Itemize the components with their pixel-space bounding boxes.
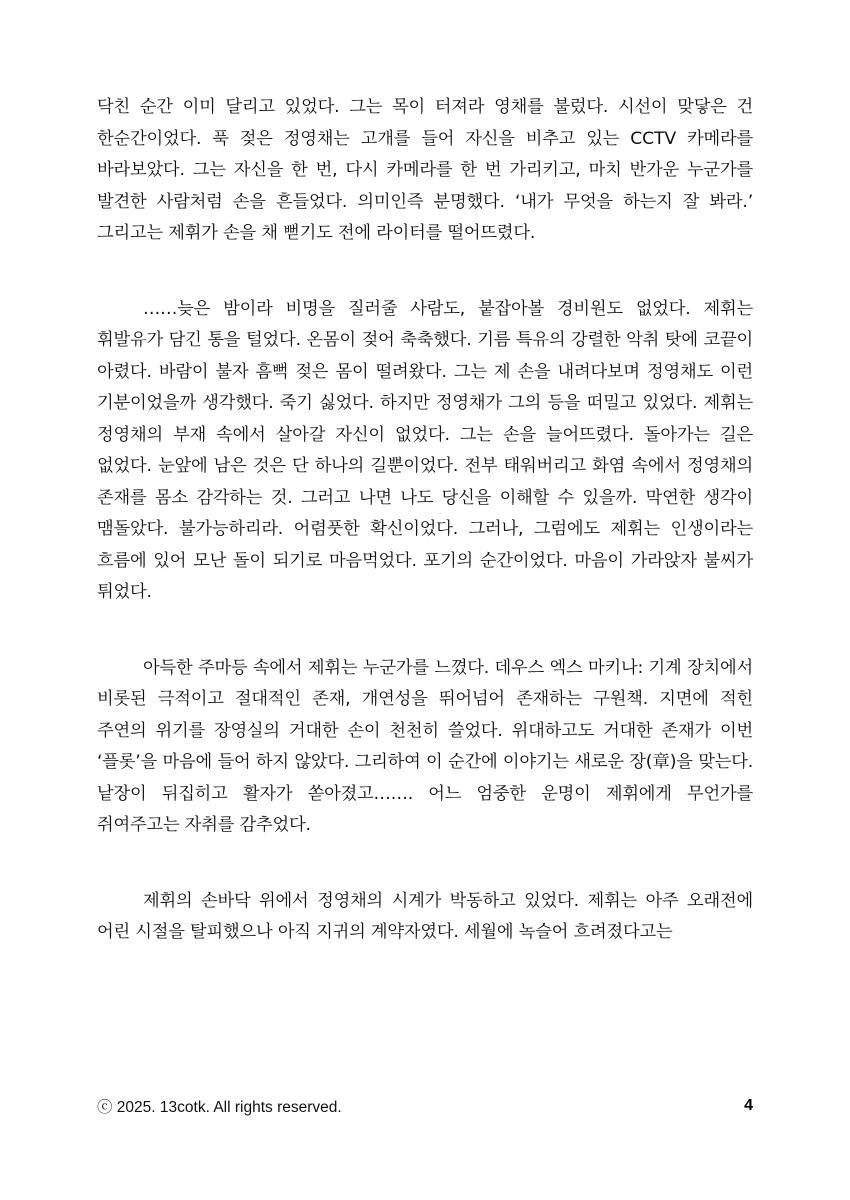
page-number: 4 (744, 1097, 753, 1114)
page-footer (97, 1094, 753, 1118)
copyright-notice: ⓒ 2025. 13cotk. All rights reserved. (97, 1099, 342, 1116)
paragraph-4: 제휘의 손바닥 위에서 정영채의 시계가 박동하고 있었다. 제휘는 아주 오래전에 어린 시절을 탈피했으나 아직 지귀의 계약자였다. 세월에 녹슬어 흐려졌다고는 (97, 890, 753, 942)
body-text (97, 92, 753, 949)
paragraph-3: 아득한 주마등 속에서 제휘는 누군가를 느꼈다. 데우스 엑스 마키나: 기계 장치에서 비롯된 극적이고 절대적인 존재, 개연성을 뛰어넘어 존재하는 구원책. 지면에 적힌 주연의 위기를 장영실의 거대한 손이 천천히 쓸었다. 위대하고도 거대한 존재가 이번 ‘플롯’을 마음에 들어 하지 않았다. 그리하여 이 순간에 이야기는 새로운 장(章)을 맞는다. 낱장이 뒤집히고 활자가 쏟아졌고……. 어느 엄중한 운명이 제휘에게 무언가를 쥐여주고는 자취를 감추었다. (97, 657, 753, 835)
paragraph-2: ……늦은 밤이라 비명을 질러줄 사람도, 붙잡아볼 경비원도 없었다. 제휘는 휘발유가 담긴 통을 털었다. 온몸이 젖어 축축했다. 기름 특유의 강렬한 악취 탓에 코끝이 아렸다. 바람이 불자 흠뻑 젖은 몸이 떨려왔다. 그는 제 손을 내려다보며 정영채도 이런 기분이었을까 생각했다. 죽기 싫었다. 하지만 정영채가 그의 등을 떠밀고 있었다. 제휘는 정영채의 부재 속에서 살아갈 자신이 없었다. 그는 손을 늘어뜨렸다. 돌아가는 길은 없었다. 눈앞에 남은 것은 단 하나의 길뿐이었다. 전부 태워버리고 화염 속에서 정영채의 존재를 몸소 감각하는 것. 그러고 나면 나도 당신을 이해할 수 있을까. 막연한 생각이 맴돌았다. 불가능하리라. 어렴풋한 확신이었다. 그러나, 그럼에도 제휘는 인생이라는 흐름에 있어 모난 돌이 되기로 마음먹었다. 포기의 순간이었다. 마음이 가라앉자 불씨가 튀었다. (97, 298, 753, 602)
paragraph-1: 닥친 순간 이미 달리고 있었다. 그는 목이 터져라 영채를 불렀다. 시선이 맞닿은 건 한순간이었다. 푹 젖은 정영채는 고개를 들어 자신을 비추고 있는 CCTV 카메라를 바라보았다. 그는 자신을 한 번, 다시 카메라를 한 번 가리키고, 마치 반가운 누군가를 발견한 사람처럼 손을 흔들었다. 의미인즉 분명했다. ‘내가 무엇을 하는지 잘 봐라.’ 그리고는 제휘가 손을 채 뻗기도 전에 라이터를 떨어뜨렸다. (97, 97, 753, 243)
